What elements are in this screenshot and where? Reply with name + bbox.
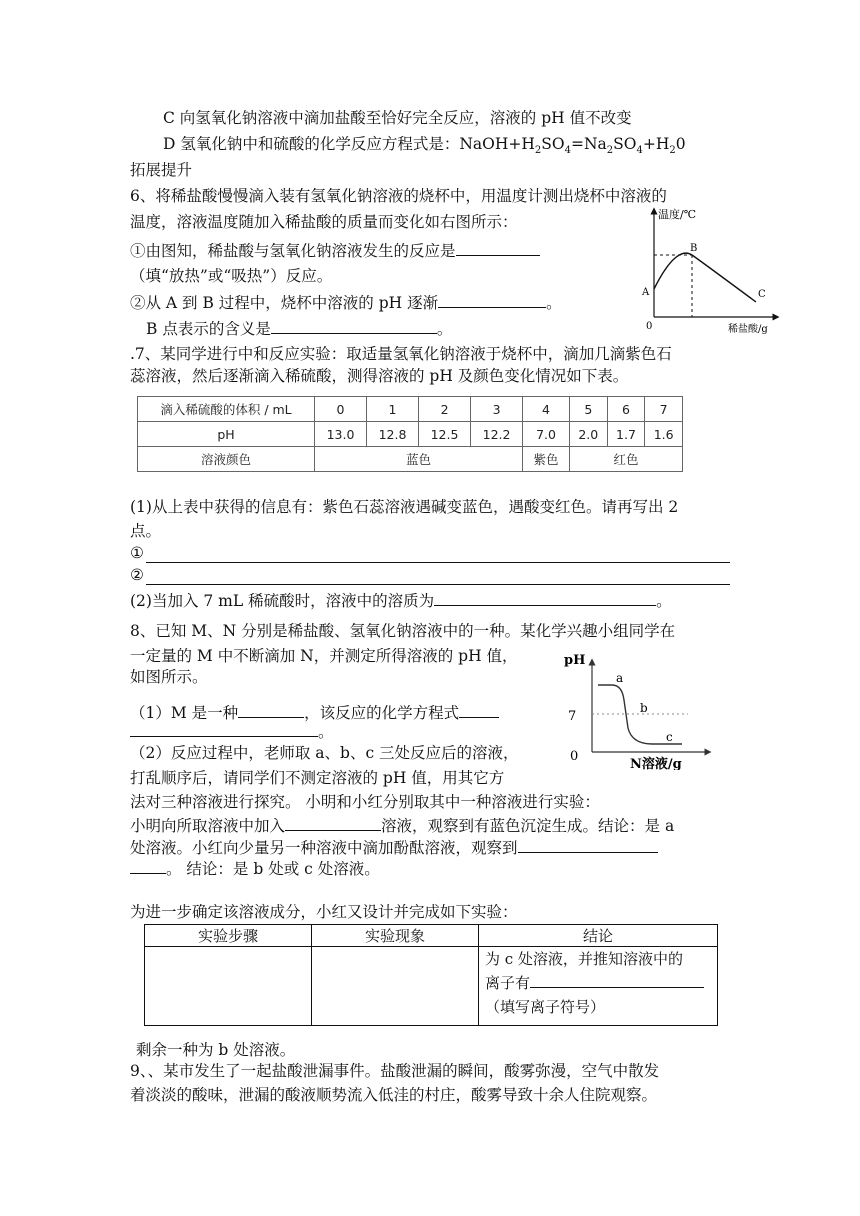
- q7-line4: 点。: [130, 522, 162, 540]
- q6-line6: B 点表示的含义是 。: [146, 317, 452, 340]
- q6-line1: 6、将稀盐酸慢慢滴入装有氢氧化钠溶液的烧杯中，用温度计测出烧杯中溶液的: [130, 187, 667, 205]
- table-row: [138, 397, 683, 422]
- q7-line7: (2)当加入 7 mL 稀硫酸时，溶液中的溶质为 。: [130, 589, 672, 612]
- option-d: D 氢氧化钠中和硫酸的化学反应方程式是：$NaOH+H_2SO_4=Na_2SO_4+H_20$: [163, 135, 686, 157]
- q8-line4: （1）M 是一种 ，该反应的化学方程式: [130, 701, 499, 724]
- table-row: [138, 422, 683, 447]
- table-cell: 1: [367, 397, 419, 422]
- table-cell[interactable]: [145, 947, 312, 1026]
- q8-line5: 。: [130, 720, 334, 743]
- point-b-label: B: [690, 243, 698, 254]
- table-cell: 7.0: [523, 422, 570, 447]
- q7-line3: (1)从上表中获得的信息有：紫色石蕊溶液遇碱变蓝色，遇酸变红色。请再写出 2: [130, 498, 679, 516]
- answer-blank[interactable]: [285, 814, 381, 831]
- q8-line8: 法对三种溶液进行探究。 小明和小红分别取其中一种溶液进行实验：: [130, 793, 600, 811]
- table-cell[interactable]: [312, 947, 479, 1026]
- q8-line10: 处溶液。小红向少量另一种溶液中滴加酚酞溶液，观察到: [130, 836, 658, 859]
- answer-blank[interactable]: [434, 589, 656, 606]
- q7-item2: ②: [130, 566, 144, 584]
- table-cell: 6: [607, 397, 645, 422]
- answer-blank[interactable]: [271, 317, 437, 334]
- point-b-label: b: [640, 701, 648, 715]
- graph6-origin: 0: [646, 321, 653, 332]
- point-c-label: c: [666, 730, 673, 744]
- answer-blank[interactable]: [459, 701, 499, 718]
- table-cell: 紫色: [523, 447, 570, 472]
- temperature-curve: [654, 253, 756, 302]
- point-c-label: C: [758, 289, 766, 300]
- answer-blank[interactable]: [518, 836, 658, 853]
- q8-line2: 一定量的 M 中不断滴加 N，并测定所得溶液的 pH 值，: [130, 647, 518, 665]
- q8-line9: 小明向所取溶液中加入 溶液，观察到有蓝色沉淀生成。结论：是 a: [130, 814, 674, 837]
- table-cell: 12.2: [471, 422, 523, 447]
- table-cell: 红色: [569, 447, 682, 472]
- q8-line11: 。 结论：是 b 处或 c 处溶液。: [130, 857, 380, 880]
- table-cell: 7: [645, 397, 683, 422]
- table-cell: 3: [471, 397, 523, 422]
- graph6-xlabel: 稀盐酸/g: [728, 324, 768, 335]
- q7-line2: 蕊溶液，然后逐渐滴入稀硫酸，测得溶液的 pH 及颜色变化情况如下表。: [130, 367, 629, 385]
- table-cell: 1.6: [645, 422, 683, 447]
- q8-line7: 打乱顺序后，请同学们不测定溶液的 pH 值，用其它方: [130, 769, 505, 787]
- answer-line-1[interactable]: [146, 561, 730, 563]
- table-row: [138, 447, 683, 472]
- point-a-label: a: [616, 671, 624, 685]
- answer-blank[interactable]: [456, 239, 540, 256]
- answer-blank[interactable]: [238, 701, 304, 718]
- q7-item1: ①: [130, 544, 144, 562]
- q8-line12: 为进一步确定该溶液成分，小红又设计并完成如下实验：: [130, 903, 518, 921]
- answer-line-2[interactable]: [146, 583, 730, 585]
- answer-blank[interactable]: [130, 857, 166, 874]
- q8-line6: （2）反应过程中，老师取 a、b、c 三处反应后的溶液，: [130, 744, 519, 762]
- q7-line1: .7、某同学进行中和反应实验：取适量氢氧化钠溶液于烧杯中，滴加几滴紫色石: [130, 345, 672, 363]
- point-a-label: A: [642, 287, 650, 298]
- temperature-graph: [636, 207, 786, 337]
- table-cell: 2: [419, 397, 471, 422]
- q8-line3: 如图所示。: [130, 668, 208, 686]
- q6-line2: 温度，溶液温度随加入稀盐酸的质量而变化如右图所示：: [130, 213, 518, 231]
- table-cell: 12.8: [367, 422, 419, 447]
- graph8-origin: 0: [570, 749, 579, 764]
- graph8-xlabel: N溶液/g: [630, 757, 682, 770]
- table-row: [145, 947, 718, 1026]
- table-header: 溶液颜色: [138, 447, 315, 472]
- answer-blank[interactable]: [130, 720, 318, 737]
- table-cell: 5: [569, 397, 607, 422]
- table-header: 实验步骤: [145, 925, 312, 947]
- q6-line5: ②从 A 到 B 过程中，烧杯中溶液的 pH 逐渐 。: [130, 291, 562, 314]
- q8-line13: 剩余一种为 b 处溶液。: [136, 1041, 296, 1059]
- table-cell: 13.0: [315, 422, 367, 447]
- experiment-table: [144, 924, 718, 1026]
- ph-table: [137, 396, 683, 472]
- table-cell: 蓝色: [315, 447, 523, 472]
- graph8-ylabel: pH: [564, 653, 586, 668]
- answer-blank[interactable]: [438, 291, 546, 308]
- q6-line4: （填“放热”或“吸热”）反应。: [130, 267, 333, 285]
- table-cell: 1.7: [607, 422, 645, 447]
- table-header: 实验现象: [312, 925, 479, 947]
- q6-line3: ①由图知，稀盐酸与氢氧化钠溶液发生的反应是: [130, 239, 540, 262]
- section-title: 拓展提升: [130, 161, 193, 179]
- table-row: [145, 925, 718, 947]
- table-cell: 0: [315, 397, 367, 422]
- graph8-seven: 7: [568, 709, 577, 724]
- conclusion-cell: 为 c 处溶液，并推知溶液中的 离子有 （填写离子符号）: [479, 947, 718, 1026]
- table-cell: 4: [523, 397, 570, 422]
- answer-blank[interactable]: [530, 971, 704, 988]
- table-header: pH: [138, 422, 315, 447]
- q9-line1: 9、、某市发生了一起盐酸泄漏事件。盐酸泄漏的瞬间，酸雾弥漫，空气中散发: [130, 1062, 660, 1080]
- option-c: C 向氢氧化钠溶液中滴加盐酸至恰好完全反应，溶液的 pH 值不改变: [163, 109, 632, 127]
- q9-line2: 着淡淡的酸味，泄漏的酸液顺势流入低洼的村庄，酸雾导致十余人住院观察。: [130, 1086, 658, 1104]
- table-cell: 12.5: [419, 422, 471, 447]
- ph-graph: [562, 648, 726, 770]
- table-header: 滴入稀硫酸的体积 / mL: [138, 397, 315, 422]
- table-cell: 2.0: [569, 422, 607, 447]
- q8-line1: 8、已知 M、N 分别是稀盐酸、氢氧化钠溶液中的一种。某化学兴趣小组同学在: [130, 622, 676, 640]
- graph6-ylabel: 温度/℃: [658, 208, 697, 221]
- table-header: 结论: [479, 925, 718, 947]
